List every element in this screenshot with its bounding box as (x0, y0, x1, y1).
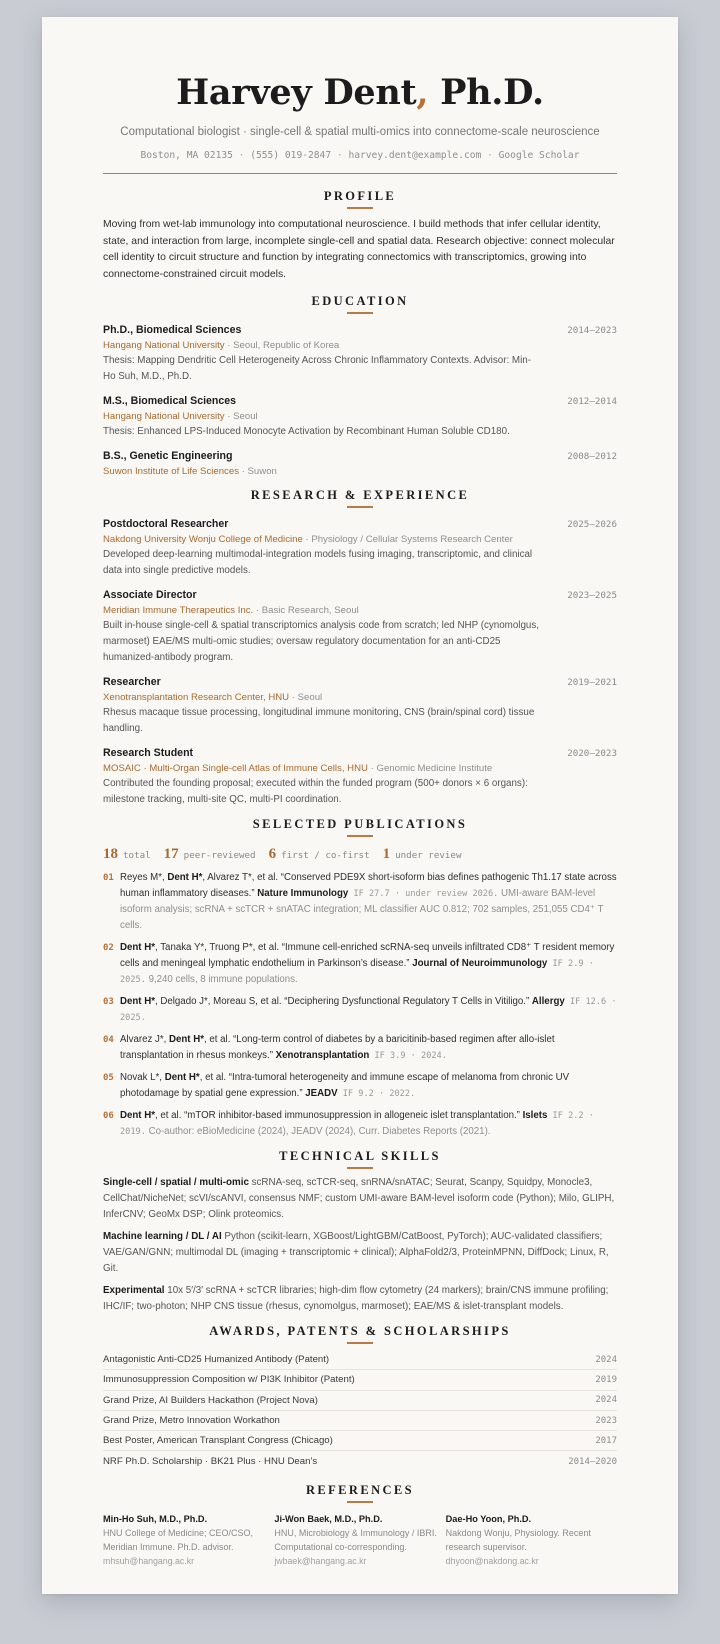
publication-citation (120, 1108, 617, 1140)
journal-name: Allergy (531, 996, 565, 1007)
journal-name: Xenotransplantation (275, 1050, 370, 1061)
reference-email[interactable]: mhsuh@hangang.ac.kr (103, 1555, 195, 1566)
journal-name: Islets (522, 1110, 548, 1121)
publication-item (103, 1032, 617, 1064)
entry-description: Thesis: Enhanced LPS-Induced Monocyte Activation by Recombinant Human Soluble CD180. (103, 426, 510, 437)
entry-header (103, 323, 617, 338)
citation-text: , Alvarez T*, et al. “Conserved PDE9X short-isoform bias defines pathogenic Th1.17 state across human inflammatory diseases.” (120, 872, 617, 899)
award-label: Grand Prize, AI Builders Hackathon (Project Nova) (103, 1394, 318, 1406)
role-title: Postdoctoral Researcher (103, 518, 229, 530)
organization-unit: · Genomic Medicine Institute (367, 763, 493, 774)
education-entry (103, 449, 617, 479)
entry-header (103, 449, 617, 464)
contact-phone: (555) 019-2847 (250, 150, 332, 161)
section-title: EDUCATION (311, 294, 409, 308)
citation-self-author: Dent H* (169, 1034, 204, 1045)
skill-group (103, 1283, 617, 1315)
institution-name: Hangang National University (103, 411, 225, 422)
reference-description: Nakdong Wonju, Physiology. Recent research supervisor. (445, 1527, 591, 1552)
section-title: AWARDS, PATENTS & SCHOLARSHIPS (209, 1324, 511, 1338)
reference-card (103, 1512, 274, 1568)
award-label: Antagonistic Anti-CD25 Humanized Antibody (Patent) (103, 1354, 330, 1366)
award-row (103, 1370, 617, 1390)
section-underline (347, 207, 373, 209)
citation-text: , et al. “Long-term control of diabetes by a baricitinib-based regimen after allo-islet transplantation in rhesus monkeys.” (120, 1034, 555, 1061)
organization-unit: · Basic Research, Seoul (253, 605, 359, 616)
journal-name: JEADV (305, 1088, 338, 1099)
tagline: Computational biologist · single-cell & spatial multi-omics into connectome-scale neuroscience (120, 126, 600, 138)
impact-factor: IF 27.7 · under review 2026. (348, 889, 499, 899)
section-title: PROFILE (323, 189, 397, 203)
publication-number: 05 (103, 1073, 114, 1083)
section-title: SELECTED PUBLICATIONS (252, 817, 468, 831)
header-divider (103, 173, 617, 174)
publication-number: 03 (103, 997, 114, 1007)
skills-section (103, 1148, 617, 1315)
institution-line (103, 464, 617, 479)
institution-name: Suwon Institute of Life Sciences (103, 466, 239, 477)
organization-unit: · Seoul (289, 692, 323, 703)
publication-note: UMI-aware BAM-level isoform analysis; scRNA + scTCR + snATAC integration; ML classifier AUC 0.812; 702 samples, 251,055 CD4⁺ T cells. (120, 888, 604, 931)
section-title: TECHNICAL SKILLS (279, 1149, 441, 1163)
citation-text: , Delgado J*, Moreau S, et al. “Deciphering Dysfunctional Regulatory T Cells in Vitiligo.” (155, 996, 532, 1007)
institution-location: · Seoul (224, 411, 258, 422)
award-label: Immunosuppression Composition w/ PI3K Inhibitor (Patent) (103, 1374, 355, 1386)
institution-line (103, 409, 617, 424)
stat-label: total (123, 850, 151, 861)
citation-self-author: Dent H* (120, 1110, 155, 1121)
publication-citation (120, 1032, 617, 1064)
profile-section (103, 188, 617, 283)
award-row (103, 1411, 617, 1431)
citation-authors-pre: Reyes M*, (120, 872, 168, 883)
experience-section (103, 487, 617, 808)
publication-number: 01 (103, 873, 114, 883)
skill-list-text: 10x 5′/3′ scRNA + scTCR libraries; high-dim flow cytometry (24 markers); brain/CNS immune profiling; IHC/IF; two-photon; NHP CNS tissue (rhesus, cynomolgus, marmoset); EAE/MS & islet-transplant models. (103, 1285, 609, 1312)
entry-description: Built in-house single-cell & spatial transcriptomics analysis code from scratch; led NHP (cynomolgus, marmoset) EAE/MS multi-omic studies; oversaw regulatory documentation for an anti-CD25 humanized-antibody program. (103, 620, 539, 663)
title-comma: , (416, 72, 429, 113)
citation-text: , et al. “mTOR inhibitor-based immunosuppression in allogeneic islet transplantation.” (155, 1110, 523, 1121)
impact-factor: IF 2.9 · 2025. (120, 959, 594, 985)
reference-description: HNU College of Medicine; CEO/CSO, Meridian Immune. Ph.D. advisor. (103, 1527, 254, 1552)
contact-address: Boston, MA 02135 (140, 150, 233, 161)
organization-line (103, 761, 617, 776)
entry-description: Developed deep-learning multimodal-integration models fusing imaging, transcriptomic, and clinical data into single predictive models. (103, 549, 533, 576)
journal-name: Nature Immunology (257, 888, 349, 899)
experience-entry (103, 675, 617, 737)
reference-name: Dae-Ho Yoon, Ph.D. (445, 1513, 532, 1524)
publication-number: 02 (103, 943, 114, 953)
skill-category: Machine learning / DL / AI (103, 1231, 222, 1242)
publication-citation (120, 1070, 617, 1102)
entry-description: Rhesus macaque tissue processing, longitudinal immune monitoring, CNS (brain/spinal cord) tissue handling. (103, 707, 535, 734)
section-underline (347, 1167, 373, 1169)
stat-count: 18 (103, 846, 118, 862)
section-title: RESEARCH & EXPERIENCE (250, 488, 470, 502)
stat-label: peer-reviewed (183, 850, 256, 861)
organization-line (103, 603, 617, 618)
entry-date: 2014–2023 (567, 325, 617, 336)
publication-number: 06 (103, 1111, 114, 1121)
education-entry (103, 394, 617, 440)
award-row (103, 1391, 617, 1411)
journal-name: Journal of Neuroimmunology (412, 958, 548, 969)
experience-entry (103, 588, 617, 666)
skill-category: Single-cell / spatial / multi-omic (103, 1177, 249, 1188)
skill-list-text: Python (scikit-learn, XGBoost/LightGBM/CatBoost, PyTorch); AUC-validated classifiers; VAE/GAN/GNN; multimodal DL (imaging + transcriptomic + clinical); AlphaFold2/3, ProteinMPNN, DiffDock; Linux, R, Git. (103, 1231, 609, 1274)
institution-line (103, 338, 617, 353)
page-title: Harvey Dent, Ph.D. (176, 72, 544, 113)
entry-date: 2020–2023 (567, 748, 617, 759)
publication-citation (120, 994, 617, 1026)
impact-factor: IF 3.9 · 2024. (369, 1051, 447, 1061)
skill-list-text: scRNA-seq, scTCR-seq, snRNA/snATAC; Seurat, Scanpy, Squidpy, Monocle3, CellChat/NicheNet; scVI/scANVI, consensus NMF; custom UMI-aware BAM-level isoform code (Python); Milo, GLIPH, InferCNV; GeoMx DSP; Olink proteomics. (103, 1177, 615, 1220)
awards-section (103, 1323, 617, 1472)
impact-factor: IF 12.6 · 2025. (120, 997, 617, 1023)
award-year: 2023 (595, 1415, 617, 1426)
entry-date: 2008–2012 (567, 451, 617, 462)
organization-name: Nakdong University Wonju College of Medicine (103, 534, 303, 545)
award-year: 2017 (595, 1435, 617, 1446)
publication-citation (120, 870, 617, 934)
organization-unit: · Physiology / Cellular Systems Research Center (302, 534, 513, 545)
citation-self-author: Dent H* (167, 872, 203, 883)
degree-title: M.S., Biomedical Sciences (103, 395, 237, 407)
publication-citation (120, 940, 617, 988)
reference-email[interactable]: dhyoon@nakdong.ac.kr (445, 1555, 539, 1566)
citation-self-author: Dent H* (164, 1072, 200, 1083)
publication-item (103, 994, 617, 1026)
publication-number: 04 (103, 1035, 114, 1045)
organization-name: MOSAIC · Multi-Organ Single-cell Atlas of Immune Cells, HNU (103, 763, 368, 774)
institution-name: Hangang National University (103, 340, 225, 351)
reference-list (103, 1512, 617, 1568)
institution-location: · Suwon (239, 466, 277, 477)
google-scholar-link[interactable]: Google Scholar (498, 150, 580, 161)
skill-category: Experimental (103, 1285, 165, 1296)
entry-description: Thesis: Mapping Dendritic Cell Heterogeneity Across Chronic Inflammatory Contexts. Advisor: Min-Ho Suh, M.D., Ph.D. (103, 355, 531, 382)
entry-date: 2023–2025 (567, 590, 617, 601)
publication-note: Co-author: eBioMedicine (2024), JEADV (2024), Curr. Diabetes Reports (2021). (145, 1126, 491, 1137)
citation-text: , et al. “Intra-tumoral heterogeneity and immune escape of melanoma from chronic UV photodamage by spatial gene expression.” (120, 1072, 570, 1099)
award-year: 2014–2020 (568, 1456, 617, 1467)
section-underline (347, 312, 373, 314)
stat-label: first / co-first (281, 850, 370, 861)
contact-line: Boston, MA 02135 · (555) 019-2847 · harvey.dent@example.com · Google Scholar (140, 150, 580, 161)
skill-group (103, 1229, 617, 1277)
stat-label: under review (395, 850, 462, 861)
reference-name: Ji-Won Baek, M.D., Ph.D. (274, 1513, 383, 1524)
entry-header (103, 588, 617, 603)
section-title: REFERENCES (305, 1482, 415, 1497)
experience-entry (103, 517, 617, 579)
stat-count: 6 (268, 846, 277, 862)
section-underline (347, 1342, 373, 1344)
publication-item (103, 1070, 617, 1102)
skill-group (103, 1175, 617, 1223)
section-underline (347, 835, 373, 837)
education-entry (103, 323, 617, 385)
entry-date: 2019–2021 (567, 677, 617, 688)
education-section (103, 293, 617, 479)
award-row (103, 1451, 617, 1471)
resume-page (42, 17, 678, 1594)
award-row (103, 1350, 617, 1370)
reference-name: Min-Ho Suh, M.D., Ph.D. (103, 1513, 208, 1524)
award-row (103, 1431, 617, 1451)
experience-entry (103, 746, 617, 808)
reference-card (274, 1512, 445, 1568)
profile-text: Moving from wet-lab immunology into computational neuroscience. I build methods that infer cellular identity, state, and interaction from large, incomplete single-cell and spatial data. Research objective: connect molecular cell identity to circuit structure and function by integrating connectomics with transcriptomics, growing into connectome-constrained circuit models. (103, 219, 615, 280)
entry-header (103, 746, 617, 761)
reference-description: HNU, Microbiology & Immunology / IBRI. Computational co-corresponding. (274, 1527, 437, 1552)
entry-header (103, 394, 617, 409)
impact-factor: IF 9.2 · 2022. (337, 1089, 416, 1099)
publication-item (103, 1108, 617, 1140)
entry-date: 2025–2026 (567, 519, 617, 530)
impact-factor: IF 2.2 · 2019. (120, 1111, 594, 1137)
publication-note: 9,240 cells, 8 immune populations. (145, 974, 298, 985)
publication-item (103, 870, 617, 934)
stat-count: 1 (382, 846, 391, 862)
citation-self-author: Dent H* (120, 996, 155, 1007)
award-label: Best Poster, American Transplant Congress (Chicago) (103, 1435, 333, 1447)
citation-authors-pre: Novak L*, (120, 1072, 165, 1083)
citation-authors-pre: Alvarez J*, (120, 1034, 169, 1045)
award-label: NRF Ph.D. Scholarship · BK21 Plus · HNU Dean’s (103, 1456, 318, 1468)
reference-email[interactable]: jwbaek@hangang.ac.kr (274, 1555, 367, 1566)
award-year: 2024 (595, 1395, 617, 1406)
award-year: 2024 (595, 1354, 617, 1365)
award-year: 2019 (595, 1374, 617, 1385)
publication-stats (103, 846, 617, 863)
entry-header (103, 675, 617, 690)
role-title: Researcher (103, 676, 161, 688)
organization-line (103, 690, 617, 705)
entry-header (103, 517, 617, 532)
references-section (103, 1482, 617, 1568)
citation-text: , Tanaka Y*, Truong P*, et al. “Immune cell-enriched scRNA-seq unveils infiltrated CD8⁺ T resident memory cells and meningeal lymphatic endothelium in Parkinson’s disease.” (120, 942, 615, 969)
organization-name: Meridian Immune Therapeutics Inc. (103, 605, 254, 616)
degree-title: Ph.D., Biomedical Sciences (103, 324, 242, 336)
publication-list (103, 870, 617, 1140)
award-list (103, 1350, 617, 1472)
organization-line (103, 532, 617, 547)
entry-date: 2012–2014 (567, 396, 617, 407)
role-title: Associate Director (103, 589, 197, 601)
publications-section (103, 816, 617, 1140)
award-label: Grand Prize, Metro Innovation Workathon (103, 1415, 280, 1427)
institution-location: · Seoul, Republic of Korea (224, 340, 340, 351)
section-underline (347, 506, 373, 508)
entry-description: Contributed the founding proposal; executed within the funded program (500+ donors × 6 organs): milestone tracking, multi-site QC, multi-PI coordination. (103, 778, 528, 805)
contact-email[interactable]: harvey.dent@example.com (348, 150, 482, 161)
reference-card (446, 1512, 617, 1568)
role-title: Research Student (103, 747, 194, 759)
organization-name: Xenotransplantation Research Center, HNU (103, 692, 290, 703)
degree-title: B.S., Genetic Engineering (103, 450, 233, 462)
citation-self-author: Dent H* (120, 942, 155, 953)
publication-item (103, 940, 617, 988)
stat-count: 17 (163, 846, 179, 862)
section-underline (347, 1501, 373, 1503)
